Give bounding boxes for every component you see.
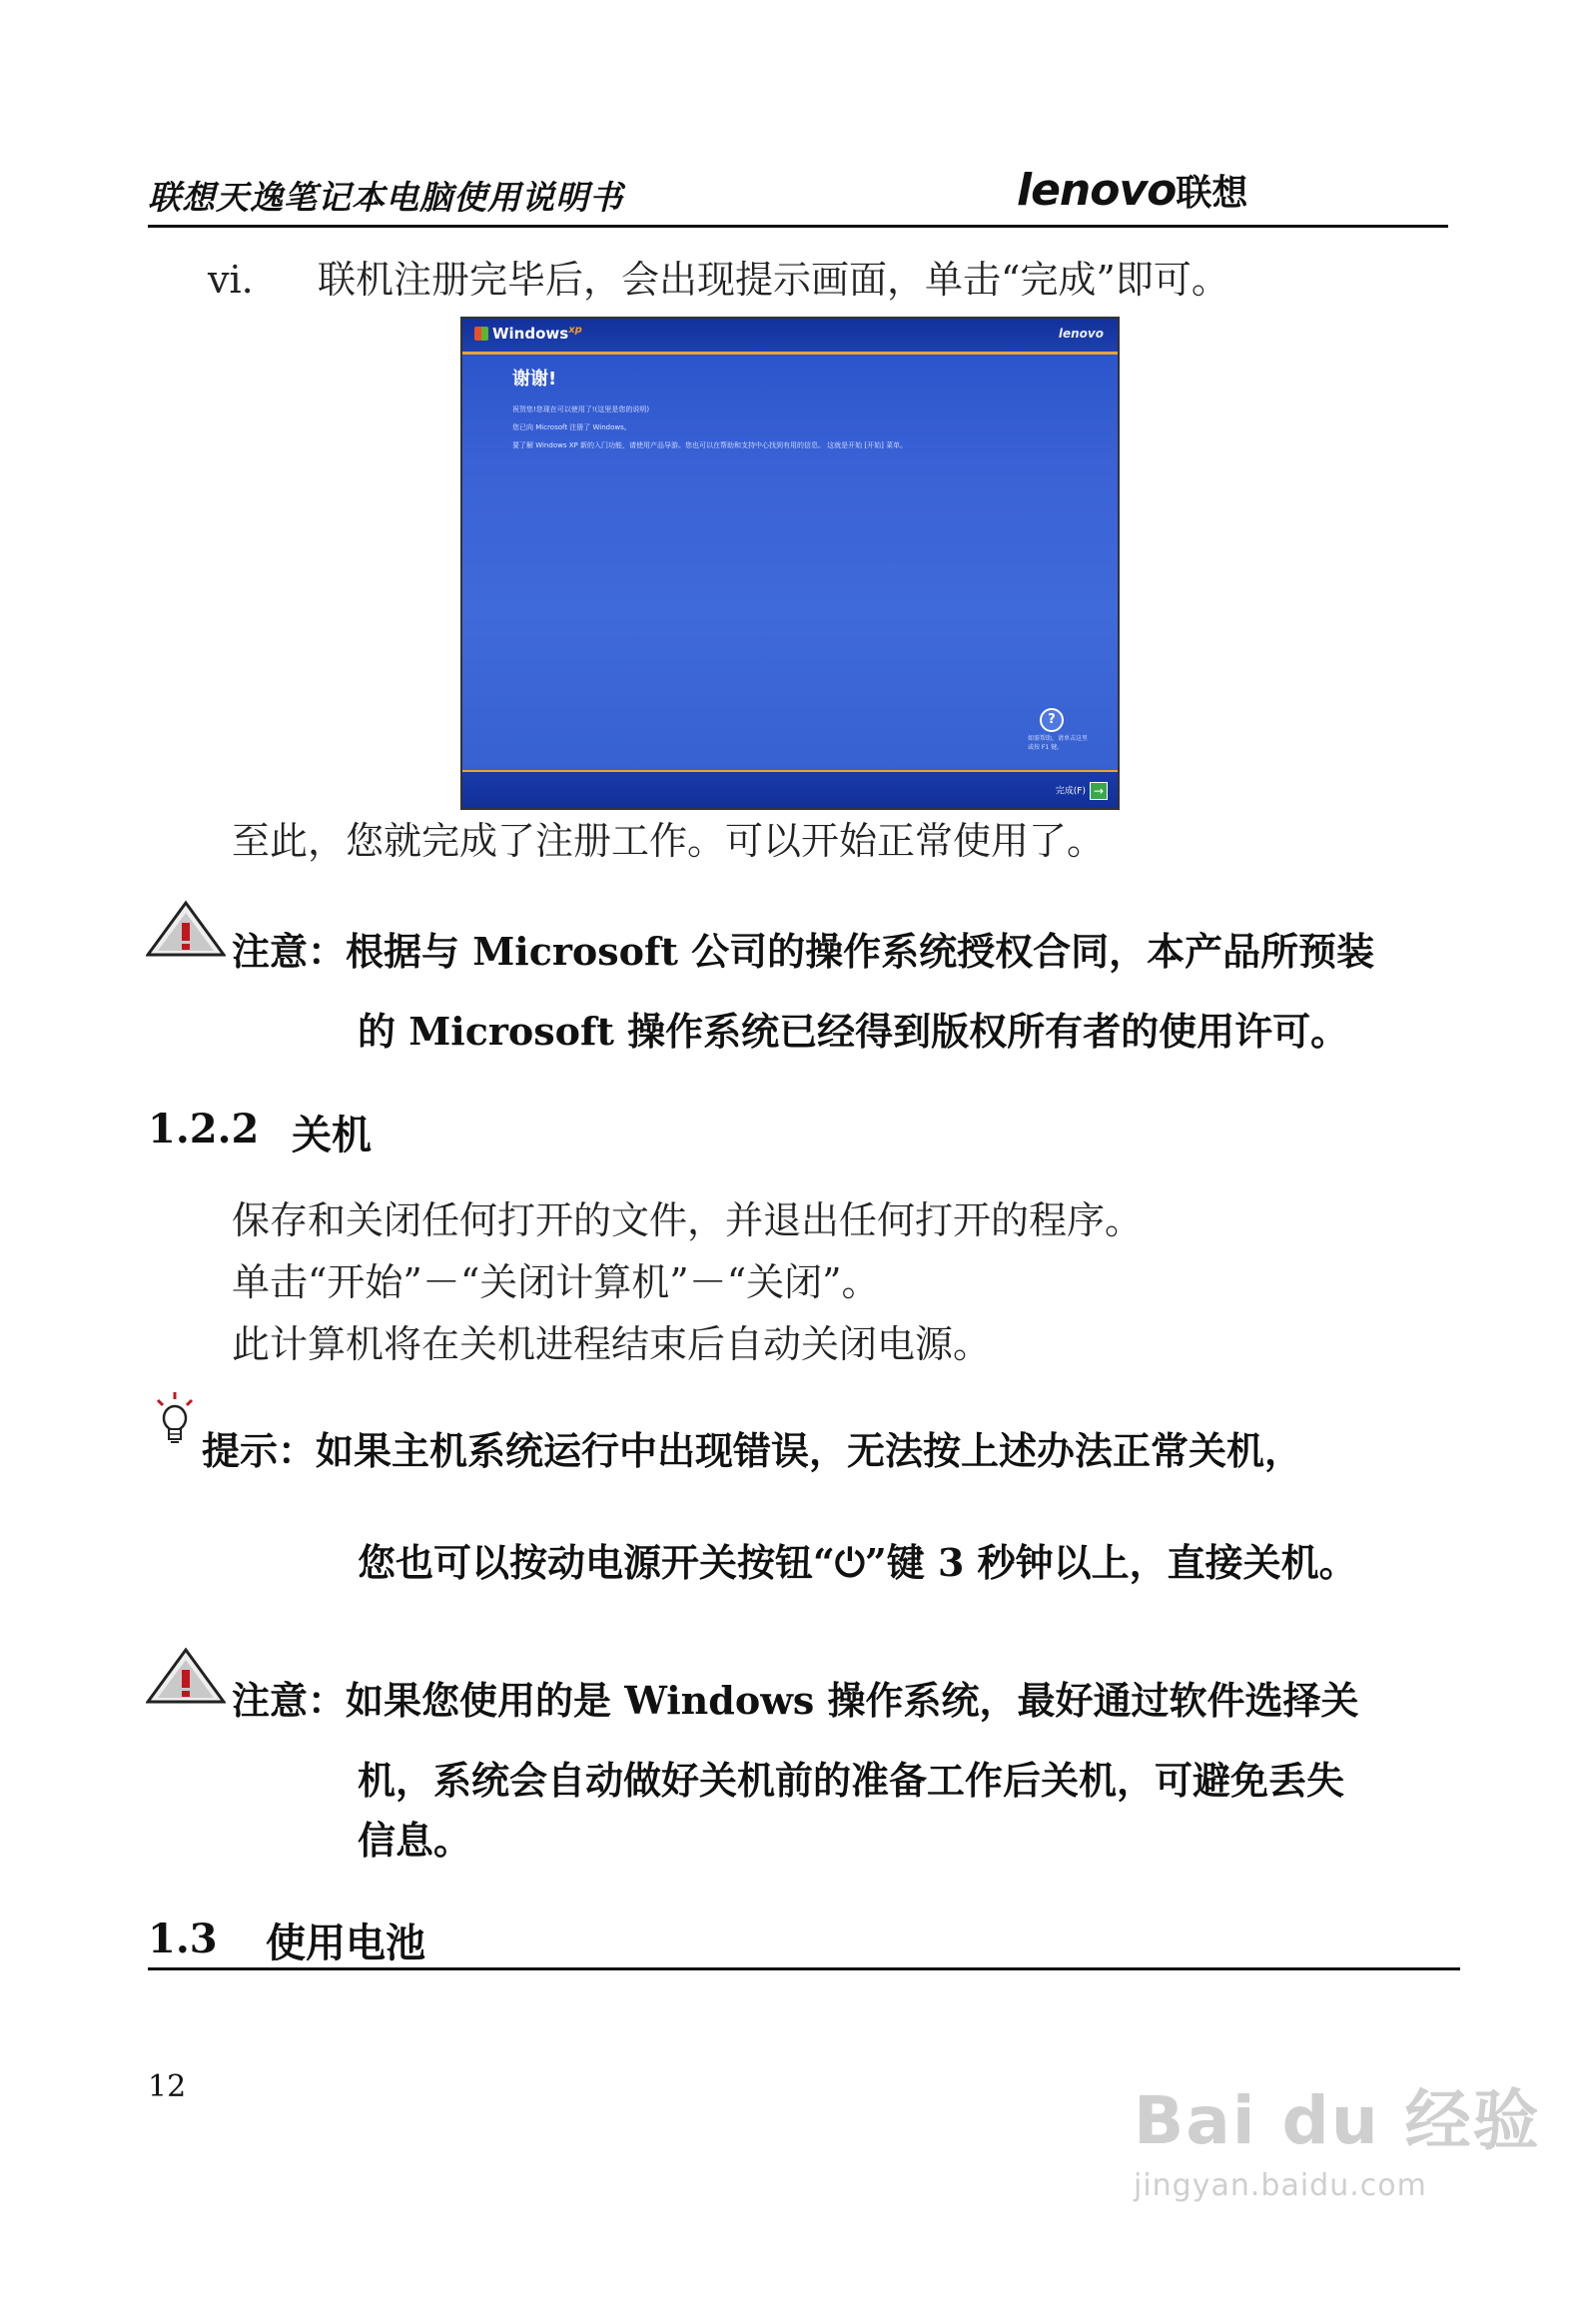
warning-icon [146, 1646, 226, 1706]
power-icon: ⏻ [834, 1541, 865, 1585]
tip-line-2: 您也可以按动电源开关按钮“⏻”键 3 秒钟以上，直接关机。 [358, 1540, 1357, 1585]
section-title: 使用电池 [266, 1921, 425, 1966]
shutdown-line-2: 单击“开始”－“关闭计算机”－“关闭”。 [232, 1260, 880, 1304]
lightbulb-icon [150, 1390, 200, 1450]
screenshot-line-3: 要了解 Windows XP 新的入门功能，请使用产品导游。您也可以在帮助和支持中心找到有用的信息。 这就是开始 [开始] 菜单。 [512, 441, 908, 449]
help-icon: ? [1040, 708, 1064, 732]
note2-line-2: 机，系统会自动做好关机前的准备工作后关机，可避免丢失 [358, 1758, 1345, 1803]
note1-line-2: 的 Microsoft 操作系统已经得到版权所有者的使用许可。 [358, 1009, 1349, 1054]
section-rule [148, 1967, 1460, 1970]
windows-flag-icon [474, 327, 488, 341]
section-number: 1.3 [148, 1916, 218, 1962]
done-text: 至此，您就完成了注册工作。可以开始正常使用了。 [232, 819, 1106, 863]
watermark-url: jingyan.baidu.com [1134, 2168, 1427, 2203]
section-title: 关机 [292, 1113, 372, 1158]
windows-logo: Windows$^{xp}$ [474, 325, 582, 343]
document-title: 联想天逸笔记本电脑使用说明书 [148, 178, 623, 217]
screenshot-accent-line [462, 352, 1118, 355]
step-number: vi. [208, 258, 254, 302]
screenshot-line-1: 祝贺您!您现在可以使用了!(这里是您的说明) [512, 405, 650, 413]
step-text: 联机注册完毕后，会出现提示画面，单击“完成”即可。 [318, 258, 1229, 302]
header-rule [148, 225, 1448, 228]
screenshot-heading: 谢谢! [512, 369, 557, 389]
warning-icon [146, 899, 226, 959]
screenshot-lenovo-logo: lenovo [1058, 327, 1104, 341]
screenshot-help-text: 如需帮助，请单击这里 或按 F1 键。 [1028, 735, 1089, 751]
lenovo-logo [1017, 165, 1247, 216]
next-arrow-icon: → [1090, 782, 1108, 800]
shutdown-line-3: 此计算机将在关机进程结束后自动关闭电源。 [232, 1322, 992, 1366]
section-number: 1.2.2 [148, 1106, 260, 1153]
screenshot-line-2: 您已向 Microsoft 注册了 Windows。 [512, 423, 631, 431]
baidu-watermark [1134, 2067, 1541, 2203]
logo-cn-text: 联想 [1176, 173, 1248, 214]
page-number: 12 [148, 2069, 187, 2104]
logo-text: lenovo [1017, 165, 1177, 216]
windows-registration-screenshot [460, 317, 1120, 810]
screenshot-bottom-bar [462, 770, 1118, 808]
finish-button: 完成(F) → [1056, 782, 1108, 800]
note2-line-1: 注意：如果您使用的是 Windows 操作系统，最好通过软件选择关 [232, 1678, 1359, 1723]
tip-line-1: 提示：如果主机系统运行中出现错误，无法按上述办法正常关机， [202, 1428, 1303, 1473]
shutdown-line-1: 保存和关闭任何打开的文件，并退出任何打开的程序。 [232, 1198, 1144, 1242]
note2-line-3: 信息。 [358, 1818, 472, 1863]
watermark-brand: Bai du 经验 [1134, 2082, 1541, 2159]
note1-line-1: 注意：根据与 Microsoft 公司的操作系统授权合同，本产品所预装 [232, 929, 1375, 974]
